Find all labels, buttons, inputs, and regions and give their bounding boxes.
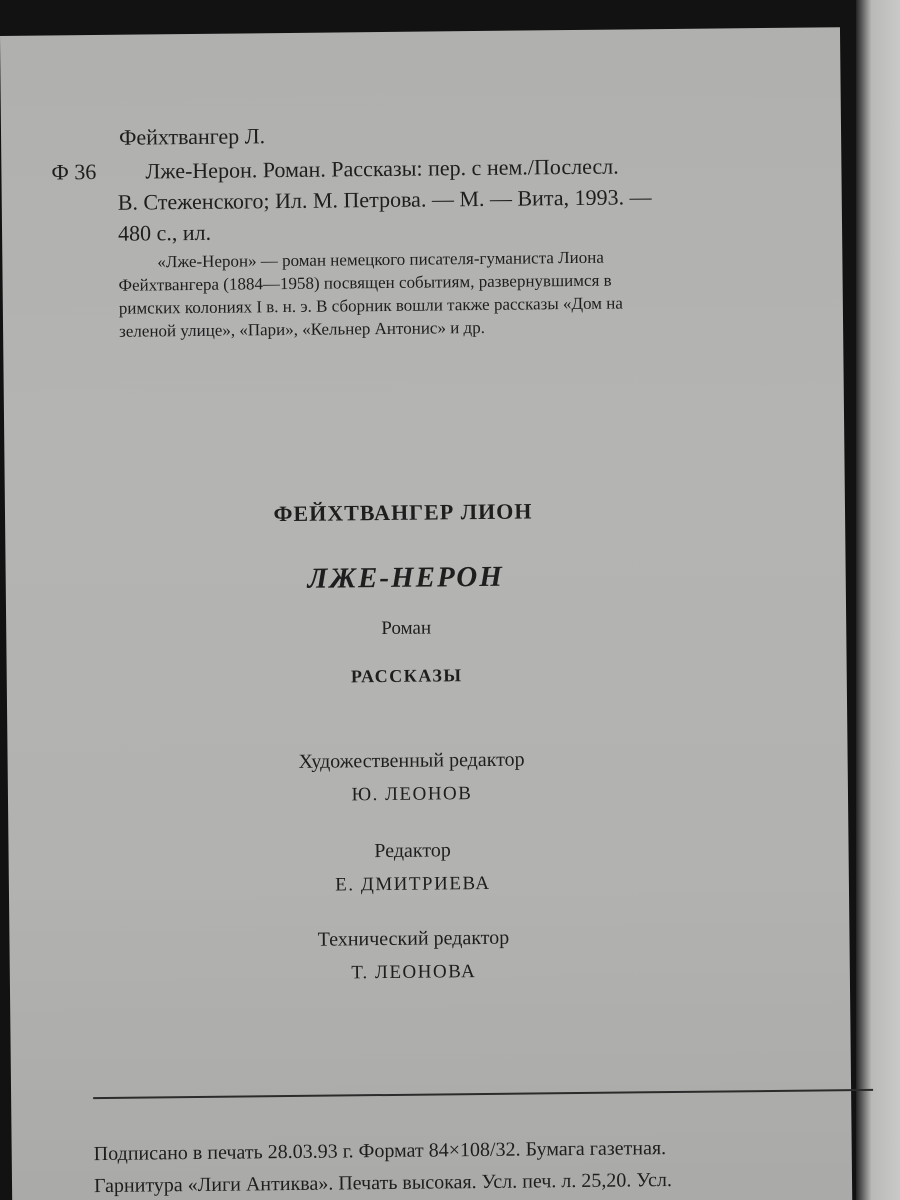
annotation-line-4: зеленой улице», «Пари», «Кельнер Антонис» и др. xyxy=(118,317,486,341)
next-page-edge xyxy=(856,0,900,1200)
author-heading: ФЕЙХТВАНГЕР ЛИОН xyxy=(273,498,533,527)
reference-author: Фейхтвангер Л. xyxy=(118,123,266,150)
book-title: ЛЖЕ-НЕРОН xyxy=(307,560,504,595)
book-genre: Роман xyxy=(381,617,432,640)
credit-name-tech-editor: Т. ЛЕОНОВА xyxy=(351,961,477,984)
imprint-line-2: Гарнитура «Лиги Антиква». Печать высокая. Усл. печ. л. 25,20. Усл. xyxy=(93,1169,673,1198)
credit-role-art-editor: Художественный редактор xyxy=(298,748,525,773)
credit-name-art-editor: Ю. ЛЕОНОВ xyxy=(351,783,473,806)
reference-line-2: В. Стеженского; Ил. М. Петрова. — М. — Вита, 1993. — xyxy=(117,184,652,215)
annotation-line-2: Фейхтвангера (1884—1958) посвящен событиям, развернувшимся в xyxy=(118,270,612,295)
annotation-line-3: римских колониях I в. н. э. В сборник вошли также рассказы «Дом на xyxy=(118,293,623,318)
divider-rule xyxy=(93,1089,873,1099)
credit-role-tech-editor: Технический редактор xyxy=(317,926,510,951)
credit-name-editor: Е. ДМИТРИЕВА xyxy=(335,872,491,896)
section-heading: РАССКАЗЫ xyxy=(350,665,463,687)
imprint-line-1: Подписано в печать 28.03.93 г. Формат 84×108/32. Бумага газетная. xyxy=(93,1137,667,1166)
credit-role-editor: Редактор xyxy=(374,839,451,863)
reference-line-3: 480 с., ил. xyxy=(117,219,212,246)
catalog-code: Ф 36 xyxy=(51,158,97,185)
annotation-line-1: «Лже-Нерон» — роман немецкого писателя-гуманиста Лиона xyxy=(157,247,604,272)
book-page xyxy=(0,27,853,1200)
reference-line-1: Лже-Нерон. Роман. Рассказы: пер. с нем./Послесл. xyxy=(145,153,619,184)
